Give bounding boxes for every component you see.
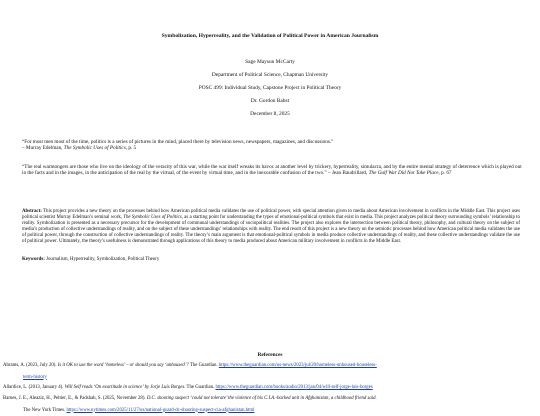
reference-link-continued[interactable]: term-history — [23, 374, 47, 380]
abstract-text: This project provides a new theory on the processes behind how American political media validates the use of political power, with special attention given to media about American involvement in conflicts in the Middle East. This project uses political scientist Murray Edelman’s seminal work, — [22, 209, 520, 221]
keywords-text: Journalism, Hyperreality, Symbolization, Political Theory — [44, 257, 160, 262]
epigraph-attribution: – Jean Baudrillard, The Gulf War Did Not Take Place, p. 67 — [326, 170, 452, 177]
paper-title: Symbolization, Hyperreality, and the Validation of Political Power in American Journalism — [161, 33, 379, 39]
reference-link[interactable]: https://www.theguardian.com/books/audio/2013/jan/04/will-self-jorge-luis-borges — [215, 385, 373, 390]
abstract-label: Abstract: — [22, 209, 42, 214]
epigraph-work: The Gulf War Did Not Take Place — [368, 170, 439, 177]
keywords — [22, 257, 520, 262]
epigraph-edelman — [22, 139, 522, 152]
epigraph-quote: “For most men most of the time, politics is a series of pictures in the mind, placed there by television news, newspapers, magazines, and discussions.” — [22, 139, 334, 145]
epigraph-baudrillard — [22, 164, 522, 177]
epigraph-quote: “The real warmongers are those who live on the ideology of the veracity of this war, while the war itself wreaks its havoc at another level by trickery, hyperreality, simulacra, and by the entire mental strategy of deterrence which is played out in the facts and in the images, in the anticipation of the real by the virtual, of the event by virtual time, and in the inexorable confusion of the two.” — [22, 164, 522, 177]
abstract — [22, 209, 520, 246]
date: December 8, 2025 — [250, 111, 290, 117]
department: Department of Political Science, Chapman University — [211, 72, 329, 78]
epigraph-attribution: – Murray Edelman, The Symbolic Uses of Politics, p. 5 — [22, 145, 137, 152]
abstract-cited-work: The Symbolic Uses of Politics — [123, 215, 182, 221]
reference-item: Barnes, J. E., Aleaziz, H., Peltier, E., & Padshah, S. (2025, November 28). D.C. shooting suspect ‘could not tolerate’ the violence of his C.I.A.-backed unit in Afghanistan, a childhood friend said. The New York Times. https://www.nytimes.com/2025/11/27/us/national-guard-dc-shooting-suspect-cia-afghanistan.html — [3, 396, 377, 413]
reference-link[interactable]: https://www.theguardian.com/us-news/2023/jul/20/homeless-unhoused-houseless- — [218, 363, 377, 368]
author-name: Sage Maysun McCarty — [245, 59, 295, 65]
reference-item: Abrams, A. (2023, July 20). Is it OK to use the word ‘homeless’ – or should you say ‘unhoused’? The Guardian. https://www.theguardian.com/us-news/2023/jul/20/homeless-unhoused-houseless- term-history — [3, 363, 377, 380]
course: POSC 499: Individual Study, Capstone Project in Political Theory — [198, 85, 342, 91]
references-heading: References — [257, 352, 283, 358]
epigraph-work: The Symbolic Uses of Politics — [63, 145, 126, 152]
reference-link[interactable]: https://www.nytimes.com/2025/11/27/us/national-guard-dc-shooting-suspect-cia-afghanistan.html — [66, 407, 255, 413]
keywords-label: Keywords: — [22, 257, 45, 262]
reference-item: Allardice, L. (2013, January 4). Will Self reads ‘On exactitude in science’ by Jorje Luis Borges. The Guardian. https://www.theguardian.com/books/audio/2013/jan/04/will-self-jorge-luis-borges — [3, 385, 373, 390]
instructor: Dr. Gordon Babst — [250, 98, 290, 104]
abstract-text: , as a starting point for understanding the types of emotional-political symbols that exist in media. This project analyzes political theory surrounding symbols’ relationship to reality. Symbolization is presented as a necessary precursor for the development of communal understandings of sociopolitical realities. The project also explores the intersection between political theory, philosophy, and cultural theory on the subject of media’s production of collective understandings of reality, and on the subject of these understandings’ relationships with reality. The end result of this project is a new theory on the semiotic processes behind how American political media validates the use of political power, through the construction of collective understandings of reality. The theory’s main argument is that emotional-political symbols in media produce collective understandings of reality, and these collective understandings validate the use of political power. Ultimately, the theory’s usefulness is demonstrated through applications of this theory to media produced about American military involvement in conflicts in the Middle East. — [22, 215, 520, 245]
